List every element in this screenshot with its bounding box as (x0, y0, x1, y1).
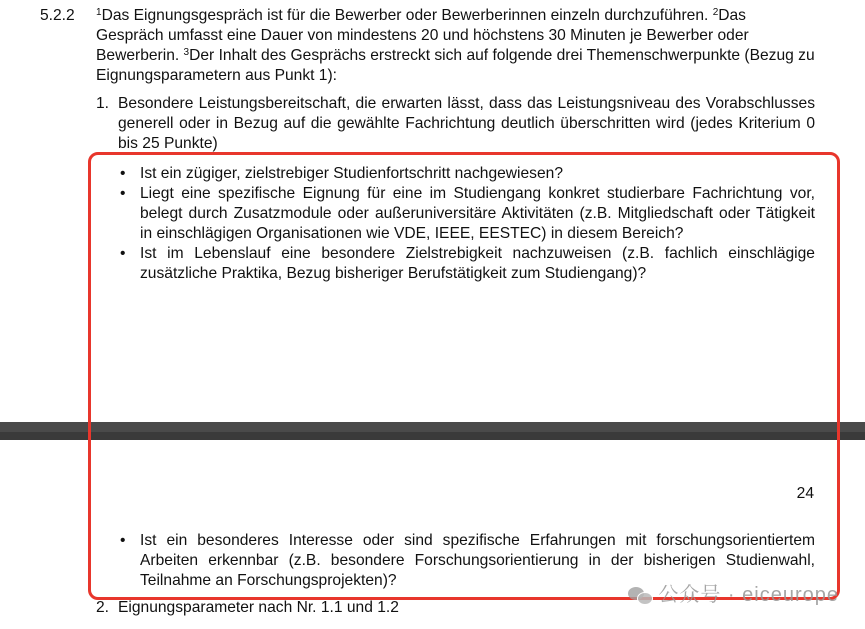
list-item-number: 1. (96, 95, 110, 112)
page-separator-shadow (0, 432, 865, 440)
bullet-icon: • (120, 165, 126, 182)
bullet-icon: • (120, 532, 126, 549)
list-item-text: Besondere Leistungsbereitschaft, die erwarten lässt, dass das Leistungsniveau des Vorabschlusses generell oder in Bezug auf die gewählte Fachrichtung deutlich überschritten wird (jedes Kriterium 0 bis 25 Punkte) (118, 95, 815, 152)
bullet-icon: • (120, 185, 126, 202)
sentence-marker: 2 (712, 7, 719, 18)
section-paragraph (96, 6, 816, 86)
wechat-logo-icon (628, 585, 652, 605)
watermark (628, 583, 839, 607)
bullet-list (118, 531, 815, 591)
list-item-text: Eignungsparameter nach Nr. 1.1 und 1.2 (118, 599, 399, 616)
bullet-item (118, 184, 815, 244)
bullet-text: Liegt eine spezifische Eignung für eine im Studiengang konkret studierbare Fachrichtung vor, belegt durch Zusatzmodule oder außeruniversitäre Aktivitäten (z.B. Mitgliedschaft oder Tätigkeit in einschlägigen Organisationen wie VDE, IEEE, EESTEC) in diesem Bereich? (140, 185, 815, 242)
sentence-marker: 1 (96, 7, 102, 18)
bullet-list (118, 164, 815, 284)
bullet-text: Ist ein zügiger, zielstrebiger Studienfortschritt nachgewiesen? (140, 165, 563, 182)
bullet-item (118, 164, 815, 184)
bullet-text: Ist im Lebenslauf eine besondere Zielstrebigkeit nachzuweisen (z.B. fachlich einschlägige zusätzliche Praktika, Bezug bisheriger Berufstätigkeit zum Studiengang)? (140, 245, 815, 282)
sentence-text: Das Gespräch umfasst eine Dauer von mindestens 20 und höchstens 30 Minuten je Bewerber oder Bewerberin. (96, 7, 749, 64)
bullet-icon: • (120, 245, 126, 262)
bullet-text: Ist ein besonderes Interesse oder sind spezifische Erfahrungen mit forschungsorientiertem Arbeiten erkennbar (z.B. besondere Forschungsorientierung in der bisherigen Studienwahl, Teilnahme an Forschungsprojekten)? (140, 532, 815, 589)
watermark-text: 公众号 · eiceurope (658, 584, 839, 606)
page-number: 24 (796, 485, 814, 502)
bullet-item (118, 244, 815, 284)
list-item-number: 2. (96, 599, 110, 616)
sentence-text: Der Inhalt des Gesprächs erstreckt sich auf folgende drei Themenschwerpunkte (Bezug zu Eignungsparametern aus Punkt 1): (96, 47, 815, 84)
bullet-item (118, 531, 815, 591)
sentence-marker: 3 (183, 47, 190, 58)
section-number: 5.2.2 (40, 7, 75, 24)
sentence-text: Das Eignungsgespräch ist für die Bewerber oder Bewerberinnen einzeln durchzuführen. (101, 7, 713, 24)
page-separator (0, 422, 865, 440)
